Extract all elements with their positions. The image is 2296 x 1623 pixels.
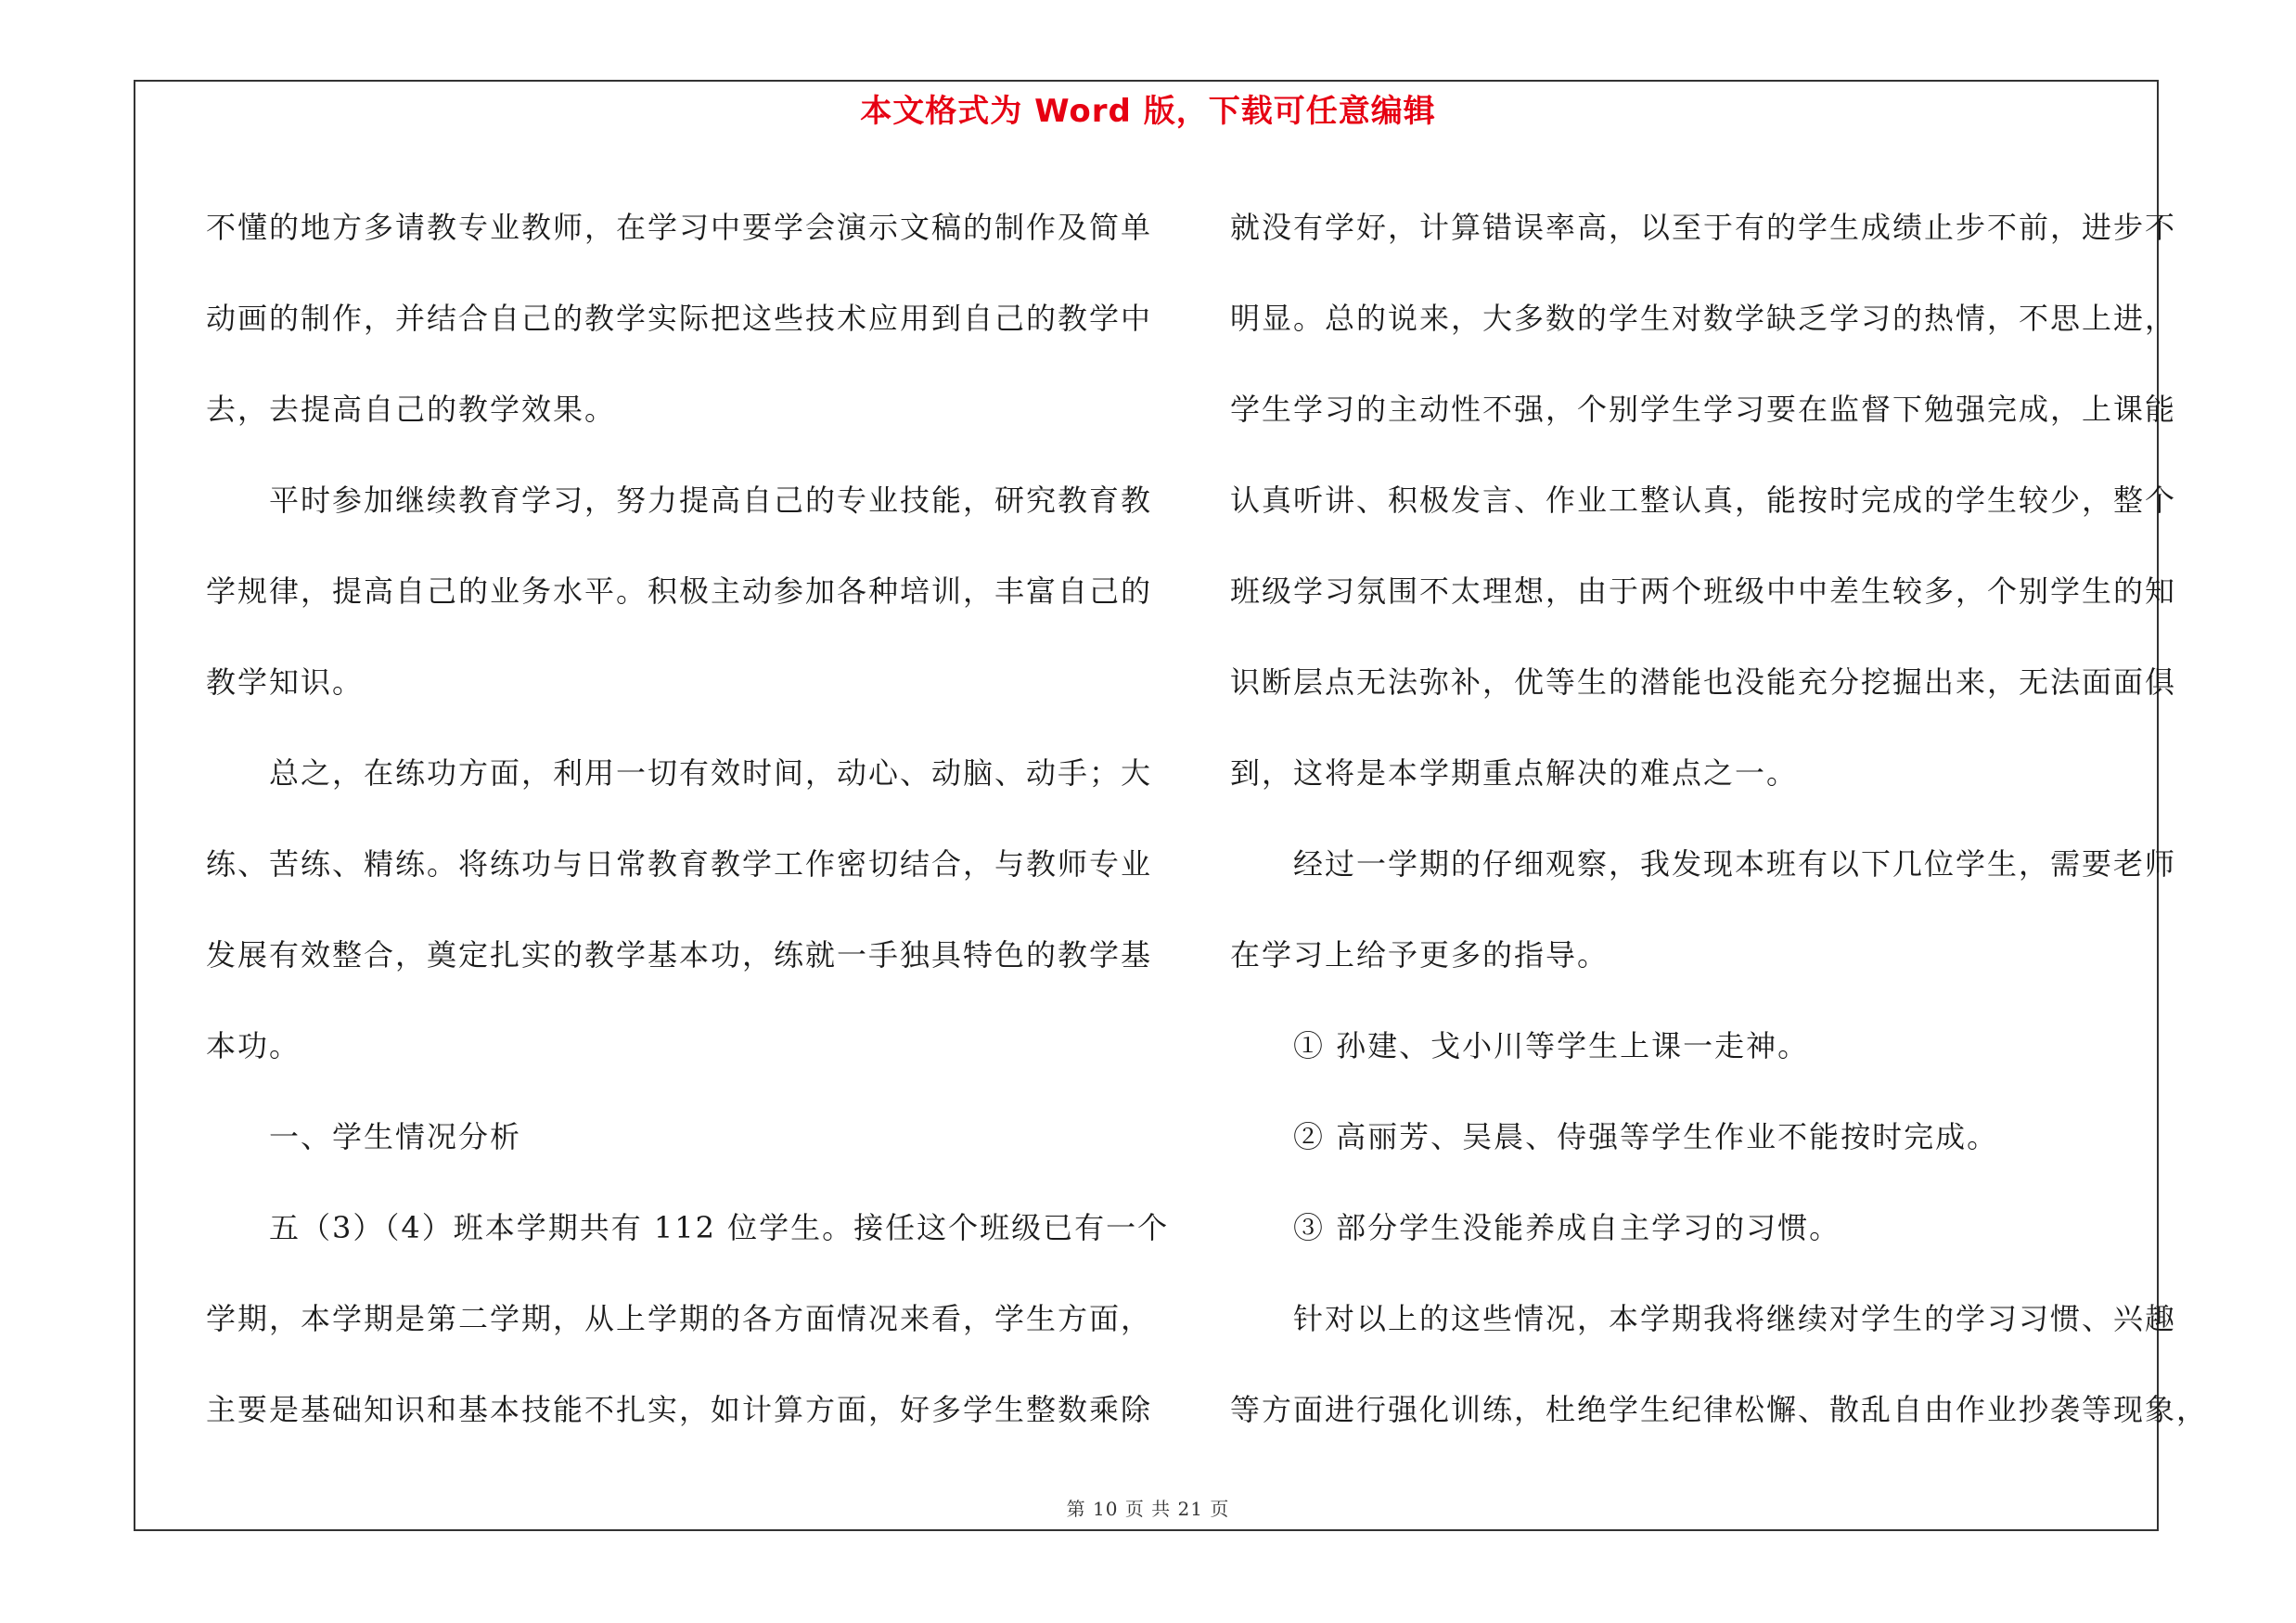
text-line: 识断层点无法弥补，优等生的潜能也没能充分挖掘出来，无法面面俱 bbox=[1230, 664, 2177, 700]
list-item: ② 高丽芳、吴晨、侍强等学生作业不能按时完成。 bbox=[1293, 1119, 1999, 1154]
format-notice-banner: 本文格式为 Word 版，下载可任意编辑 bbox=[860, 93, 1436, 130]
text-line: 总之，在练功方面，利用一切有效时间，动心、动脑、动手；大 bbox=[269, 755, 1153, 791]
left-text-column bbox=[206, 182, 1170, 1455]
text-line: 经过一学期的仔细观察，我发现本班有以下几位学生，需要老师 bbox=[1293, 846, 2177, 882]
text-line: 平时参加继续教育学习，努力提高自己的专业技能，研究教育教 bbox=[269, 483, 1153, 518]
text-line: 在学习上给予更多的指导。 bbox=[1230, 937, 1610, 973]
text-line: 动画的制作，并结合自己的教学实际把这些技术应用到自己的教学中 bbox=[206, 301, 1153, 336]
page-number-footer: 第 10 页 共 21 页 bbox=[1066, 1498, 1230, 1520]
text-line: 不懂的地方多请教专业教师，在学习中要学会演示文稿的制作及简单 bbox=[206, 210, 1153, 245]
text-line: 班级学习氛围不太理想，由于两个班级中中差生较多，个别学生的知 bbox=[1230, 573, 2177, 609]
text-line: 教学知识。 bbox=[206, 664, 365, 700]
list-item: ③ 部分学生没能养成自主学习的习惯。 bbox=[1293, 1210, 1841, 1245]
text-line: 等方面进行强化训练，杜绝学生纪律松懈、散乱自由作业抄袭等现象， bbox=[1230, 1392, 2209, 1427]
text-line: 就没有学好，计算错误率高，以至于有的学生成绩止步不前，进步不 bbox=[1230, 210, 2177, 245]
text-line: 学规律，提高自己的业务水平。积极主动参加各种培训，丰富自己的 bbox=[206, 573, 1153, 609]
text-line: 本功。 bbox=[206, 1028, 301, 1063]
text-line: 认真听讲、积极发言、作业工整认真，能按时完成的学生较少，整个 bbox=[1230, 483, 2177, 518]
list-item: ① 孙建、戈小川等学生上课一走神。 bbox=[1293, 1028, 1810, 1063]
text-line: 五（3）（4）班本学期共有 112 位学生。接任这个班级已有一个 bbox=[269, 1210, 1170, 1245]
right-text-column bbox=[1230, 182, 2209, 1455]
section-heading: 一、学生情况分析 bbox=[269, 1119, 522, 1154]
text-line: 学生学习的主动性不强，个别学生学习要在监督下勉强完成，上课能 bbox=[1230, 392, 2177, 427]
text-line: 学期，本学期是第二学期，从上学期的各方面情况来看，学生方面， bbox=[206, 1301, 1153, 1336]
text-line: 发展有效整合，奠定扎实的教学基本功，练就一手独具特色的教学基 bbox=[206, 937, 1153, 973]
text-line: 去，去提高自己的教学效果。 bbox=[206, 392, 617, 427]
text-line: 练、苦练、精练。将练功与日常教育教学工作密切结合，与教师专业 bbox=[206, 846, 1153, 882]
text-line: 针对以上的这些情况，本学期我将继续对学生的学习习惯、兴趣 bbox=[1293, 1301, 2177, 1336]
text-line: 明显。总的说来，大多数的学生对数学缺乏学习的热情，不思上进， bbox=[1230, 301, 2177, 336]
text-line: 到，这将是本学期重点解决的难点之一。 bbox=[1230, 755, 1799, 791]
text-line: 主要是基础知识和基本技能不扎实，如计算方面，好多学生整数乘除 bbox=[206, 1392, 1153, 1427]
